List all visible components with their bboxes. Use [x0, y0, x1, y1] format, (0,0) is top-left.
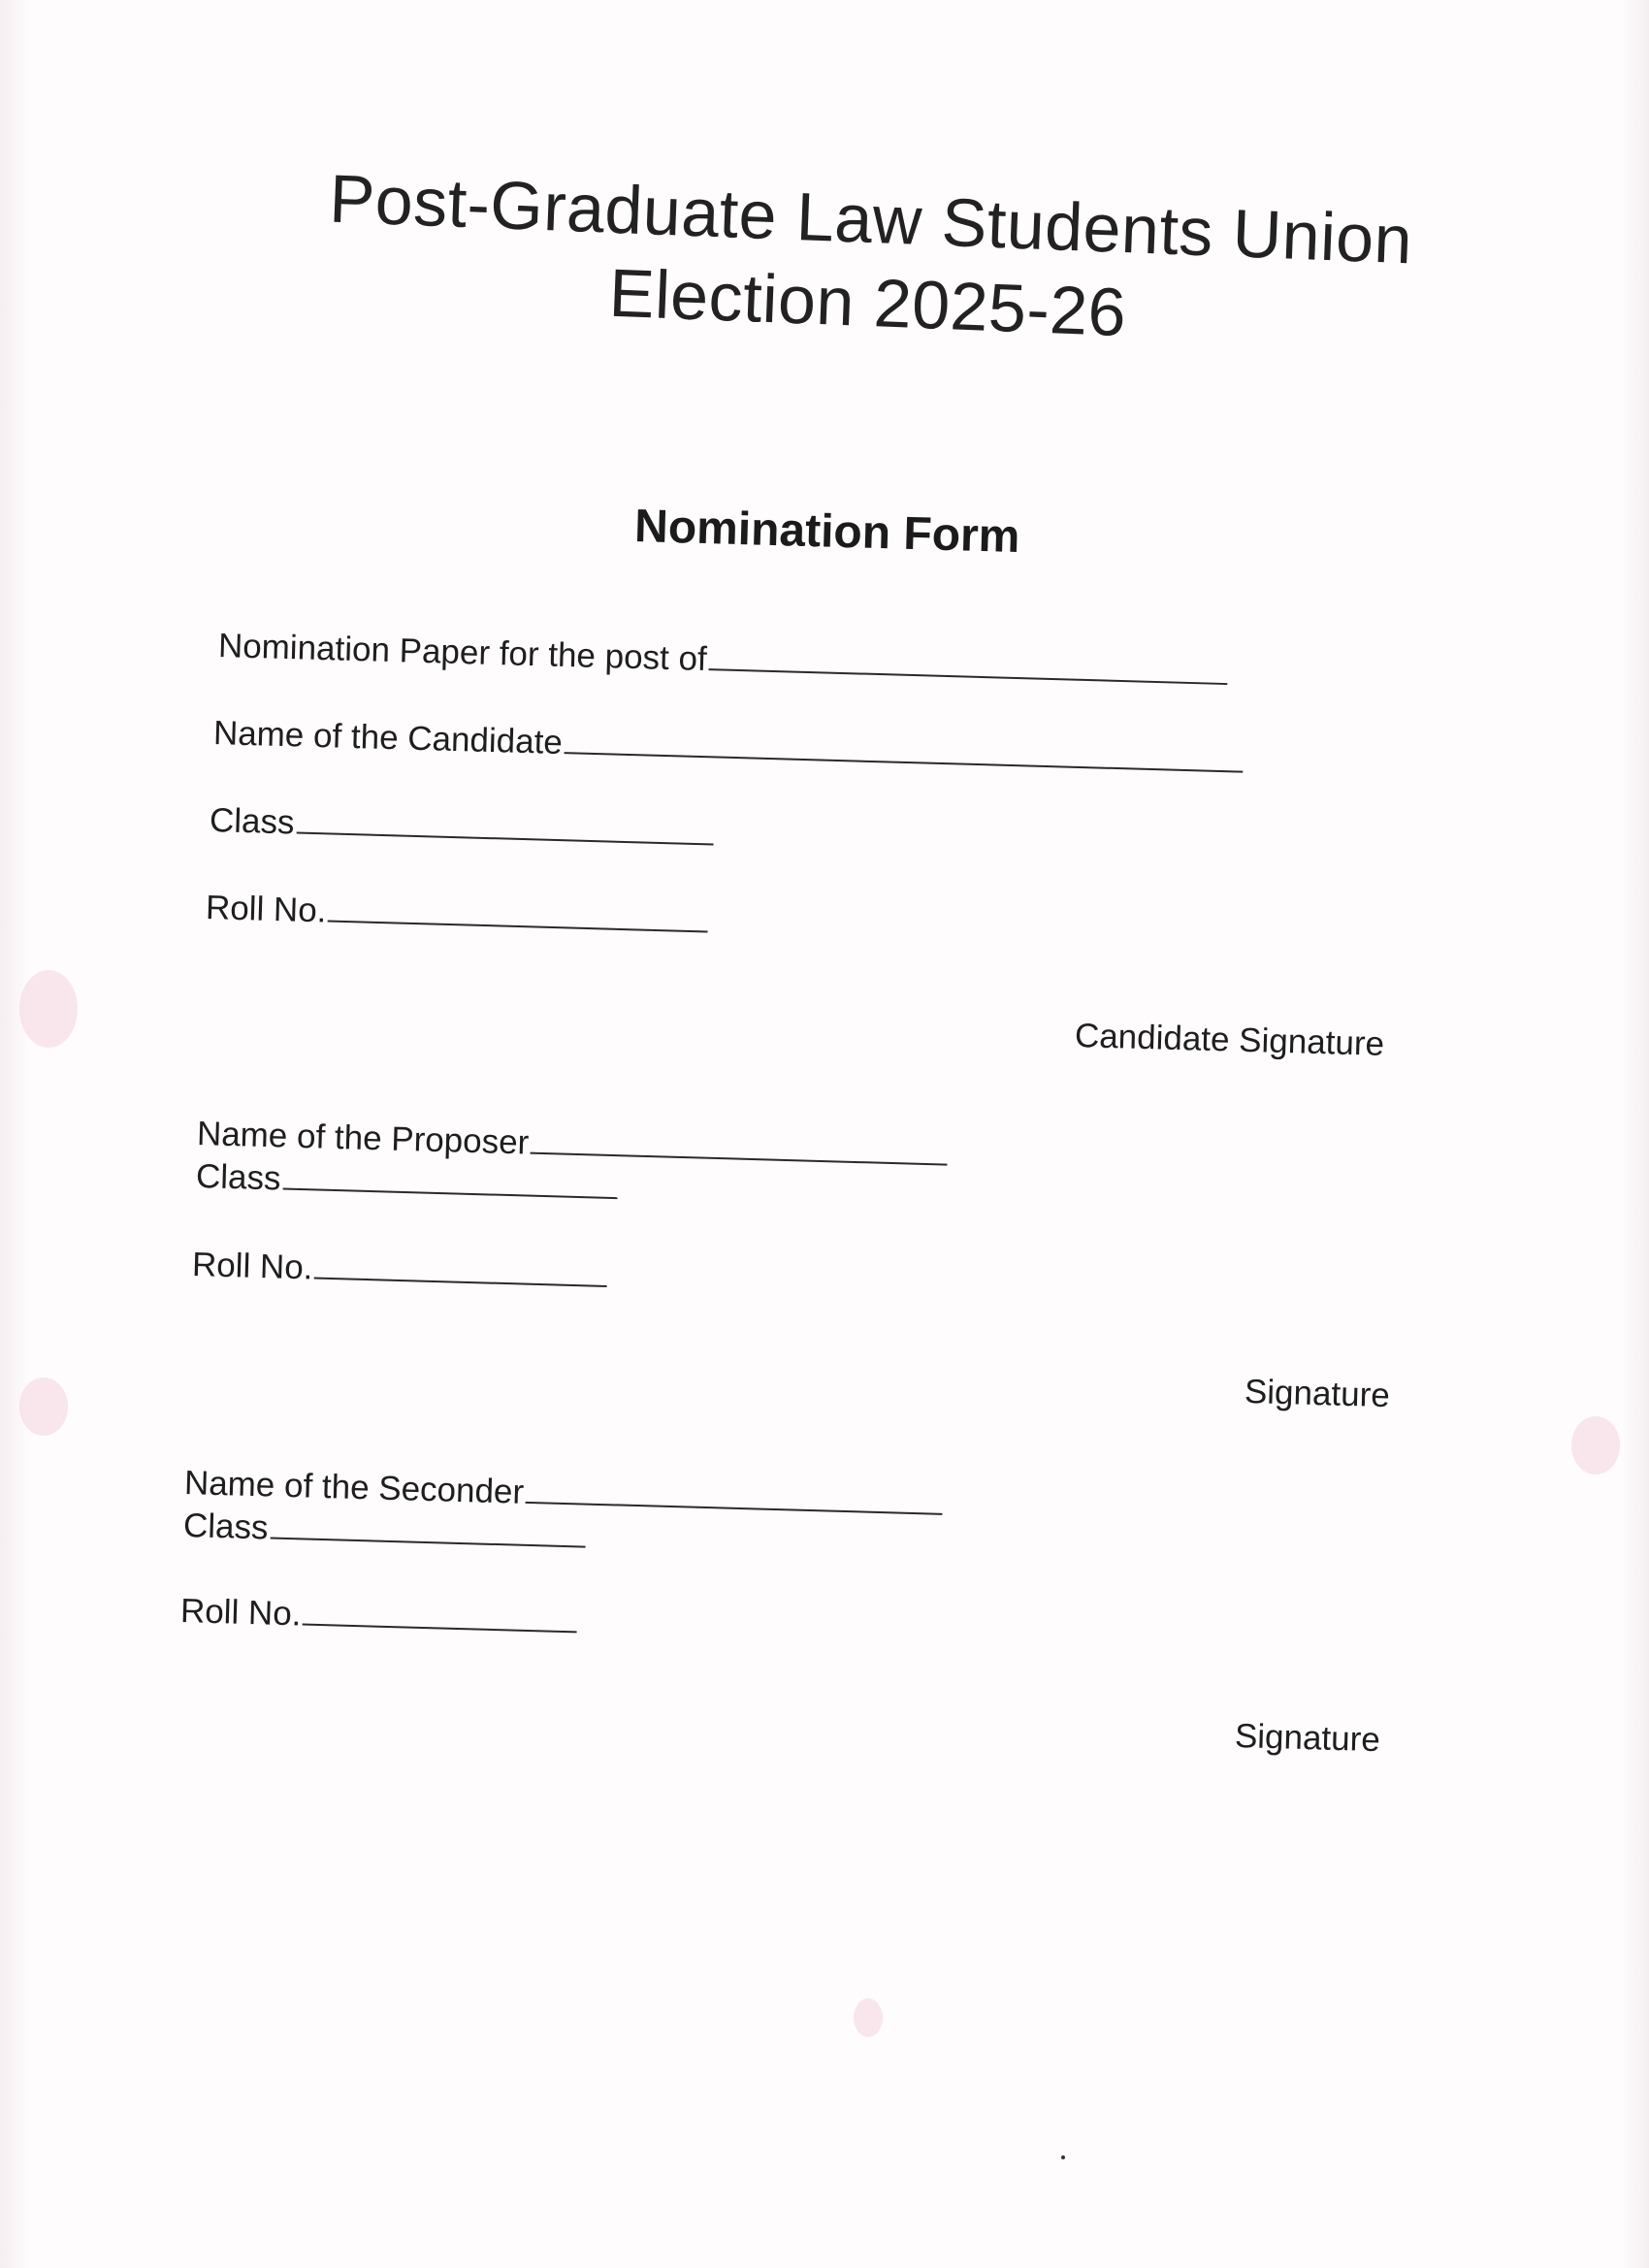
seconder-class-label: Class	[182, 1507, 270, 1547]
seconder-class-blank[interactable]	[270, 1536, 585, 1547]
seconder-name-blank[interactable]	[526, 1501, 943, 1515]
paper-left-edge	[0, 0, 29, 2268]
paper-right-edge	[1622, 0, 1649, 2268]
post-field	[217, 626, 1228, 695]
proposer-name-label: Name of the Proposer	[196, 1115, 530, 1162]
candidate-signature: Candidate Signature	[1074, 1017, 1385, 1063]
seconder-signature: Signature	[1234, 1717, 1381, 1760]
scan-blot	[1571, 1416, 1620, 1474]
post-label: Nomination Paper for the post of	[217, 627, 708, 679]
seconder-roll-blank[interactable]	[303, 1623, 577, 1634]
scan-blot	[854, 1998, 883, 2037]
scan-blot	[19, 1377, 68, 1436]
proposer-name-blank[interactable]	[531, 1151, 948, 1166]
proposer-class-label: Class	[195, 1157, 282, 1198]
union-title: Post-Graduate Law Students Union	[328, 160, 1414, 278]
seconder-roll-label: Roll No.	[179, 1592, 302, 1634]
seconder-class-field	[182, 1506, 586, 1558]
proposer-roll-label: Roll No.	[191, 1246, 313, 1287]
proposer-signature: Signature	[1244, 1373, 1391, 1415]
scan-speck	[1061, 2155, 1065, 2159]
scan-blot	[19, 970, 78, 1048]
candidate-roll-field	[205, 888, 708, 942]
election-heading	[284, 155, 1454, 367]
proposer-roll-blank[interactable]	[314, 1277, 607, 1287]
form-title: Nomination Form	[633, 500, 1021, 564]
candidate-name-field	[212, 713, 1244, 783]
post-blank[interactable]	[708, 667, 1227, 685]
candidate-roll-label: Roll No.	[205, 889, 327, 930]
candidate-name-blank[interactable]	[565, 751, 1244, 773]
election-year: Election 2025-26	[607, 254, 1128, 351]
seconder-name-label: Name of the Seconder	[183, 1464, 525, 1511]
candidate-class-field	[209, 800, 714, 855]
candidate-name-label: Name of the Candidate	[212, 714, 564, 762]
candidate-class-blank[interactable]	[296, 830, 713, 845]
candidate-roll-blank[interactable]	[328, 920, 708, 933]
proposer-class-blank[interactable]	[282, 1186, 617, 1199]
seconder-roll-field	[179, 1591, 577, 1642]
proposer-roll-field	[191, 1245, 607, 1297]
candidate-class-label: Class	[209, 801, 296, 842]
